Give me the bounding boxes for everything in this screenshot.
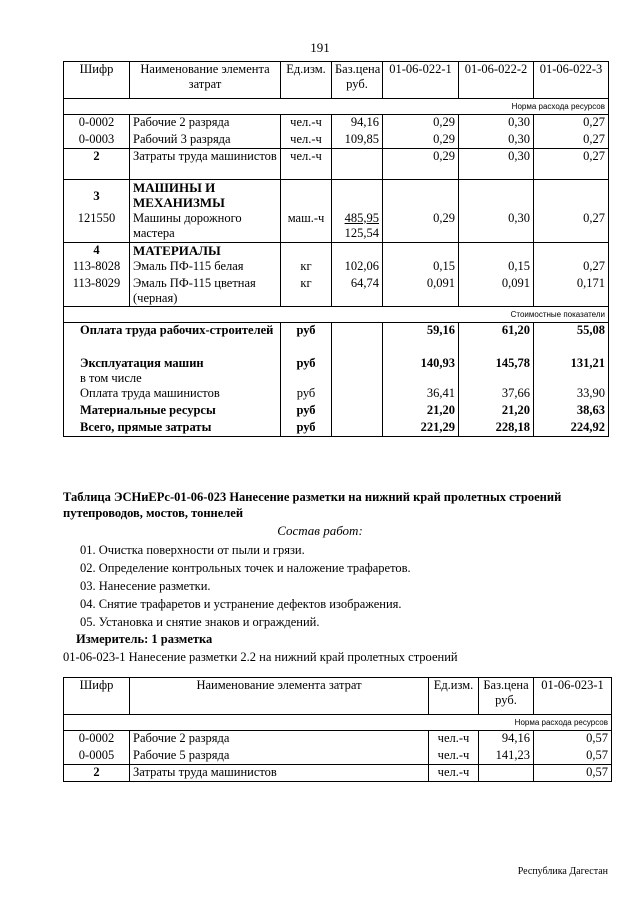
cell-name: Эмаль ПФ-115 цветная (черная): [130, 276, 281, 307]
cell-value: 0,29: [383, 211, 459, 243]
cell-value: 0,091: [383, 276, 459, 307]
summary-value: 145,78: [459, 356, 534, 386]
header-unit: Ед.изм.: [281, 62, 332, 99]
cell-value: 0,29: [383, 132, 459, 149]
cell-code: 2: [64, 149, 130, 180]
cell-value: 0,171: [534, 276, 609, 307]
cell-price: [332, 211, 383, 243]
operation-description: 01-06-023-1 Нанесение разметки 2.2 на нижний край пролетных строений: [63, 650, 458, 664]
summary-label: Оплата труда рабочих-строителей: [64, 323, 281, 356]
stoim-label: Стоимостные показатели: [64, 307, 609, 323]
cell-code: 0-0002: [64, 115, 130, 132]
table-row: [64, 765, 612, 782]
cell-unit: чел.-ч: [281, 115, 332, 132]
page-number: 191: [310, 40, 330, 55]
summary-unit: руб: [281, 420, 332, 437]
work-composition-heading: Состав работ:: [277, 523, 363, 538]
cell-name: Рабочие 2 разряда: [130, 115, 281, 132]
table-row: [64, 259, 609, 276]
cell-price: [332, 149, 383, 180]
cell-code: 113-8029: [64, 276, 130, 307]
summary-label: Оплата труда машинистов: [64, 386, 281, 403]
cell-code: 121550: [64, 211, 130, 243]
summary-value: 21,20: [383, 403, 459, 420]
cell-unit: кг: [281, 259, 332, 276]
cell-value: 0,57: [534, 731, 612, 748]
cell-price: 94,16: [332, 115, 383, 132]
summary-value: 33,90: [534, 386, 609, 403]
cell-price: [479, 765, 534, 782]
summary-value: 59,16: [383, 323, 459, 356]
cell-unit: чел.-ч: [281, 132, 332, 149]
summary-label: Материальные ресурсы: [64, 403, 281, 420]
header-name: Наименование элемента затрат: [130, 62, 281, 99]
cell-code: 0-0005: [64, 748, 130, 765]
cell-code: 2: [64, 765, 130, 782]
list-item: 02. Определение контрольных точек и наложение трафаретов.: [80, 561, 411, 575]
cell-value: 0,15: [459, 259, 534, 276]
summary-value: 140,93: [383, 356, 459, 386]
summary-unit: руб: [281, 323, 332, 356]
table-row-section-materials: [64, 243, 609, 259]
summary-row: [64, 386, 609, 403]
header-unit: Ед.изм.: [429, 678, 479, 715]
summary-unit: руб: [281, 403, 332, 420]
section-heading: МАШИНЫ И МЕХАНИЗМЫ: [130, 180, 281, 211]
norma-label: Норма расхода ресурсов: [64, 715, 612, 731]
table-row: [64, 748, 612, 765]
cell-name: Машины дорожного мастера: [130, 211, 281, 243]
cell-code: 0-0002: [64, 731, 130, 748]
summary-value: 221,29: [383, 420, 459, 437]
table-row: [64, 211, 609, 243]
cell-name: Рабочий 3 разряда: [130, 132, 281, 149]
header-shifr: Шифр: [64, 678, 130, 715]
summary-unit: руб: [281, 356, 332, 386]
table-row-section-machines: [64, 180, 609, 211]
cell-unit: чел.-ч: [429, 731, 479, 748]
cell-value: 0,30: [459, 149, 534, 180]
summary-label-text: Эксплуатация машин: [80, 355, 204, 370]
list-item: 04. Снятие трафаретов и устранение дефектов изображения.: [80, 597, 402, 611]
list-item: 01. Очистка поверхности от пыли и грязи.: [80, 543, 305, 557]
summary-value: 21,20: [459, 403, 534, 420]
list-item: 03. Нанесение разметки.: [80, 579, 211, 593]
table-title: Таблица ЭСНиЕРс-01-06-023 Нанесение разметки на нижний край пролетных строений путепроводов, мостов, тоннелей: [63, 490, 562, 520]
cell-price: 64,74: [332, 276, 383, 307]
cell-value: 0,27: [534, 115, 609, 132]
summary-value: 131,21: [534, 356, 609, 386]
header-code-1: 01-06-023-1: [534, 678, 612, 715]
price-value-secondary: 125,54: [344, 225, 379, 240]
cell-value: 0,30: [459, 115, 534, 132]
cell-unit: маш.-ч: [281, 211, 332, 243]
summary-value: 36,41: [383, 386, 459, 403]
cell-value: 0,57: [534, 765, 612, 782]
section-heading: МАТЕРИАЛЫ: [130, 243, 281, 259]
header-code-3: 01-06-022-3: [534, 62, 609, 99]
header-base-price: Баз.цена руб.: [332, 62, 383, 99]
cell-value: 0,27: [534, 211, 609, 243]
summary-row: [64, 403, 609, 420]
table-header: [64, 62, 609, 99]
header-base-price: Баз.цена руб.: [479, 678, 534, 715]
table-row: [64, 276, 609, 307]
cell-value: 0,30: [459, 211, 534, 243]
summary-unit: руб: [281, 386, 332, 403]
summary-value: 61,20: [459, 323, 534, 356]
cell-name: Эмаль ПФ-115 белая: [130, 259, 281, 276]
cell-unit: чел.-ч: [429, 765, 479, 782]
cell-value: 0,091: [459, 276, 534, 307]
list-item: 05. Установка и снятие знаков и ограждений.: [80, 615, 320, 629]
summary-row: [64, 356, 609, 386]
resource-table-01-06-023: [63, 677, 612, 782]
cell-value: 0,29: [383, 115, 459, 132]
cell-name: Рабочие 2 разряда: [130, 731, 429, 748]
cell-code: 113-8028: [64, 259, 130, 276]
summary-value: 224,92: [534, 420, 609, 437]
work-operations-list: [80, 541, 411, 631]
measure-unit: Измеритель: 1 разметка: [76, 632, 213, 646]
cell-value: 0,27: [534, 149, 609, 180]
table-row: [64, 132, 609, 149]
cell-code: 4: [64, 243, 130, 259]
table-header: [64, 678, 612, 715]
summary-label: Всего, прямые затраты: [64, 420, 281, 437]
summary-value: 38,63: [534, 403, 609, 420]
cell-unit: кг: [281, 276, 332, 307]
cell-value: 0,27: [534, 259, 609, 276]
cell-name: Рабочие 5 разряда: [130, 748, 429, 765]
cell-value: 0,15: [383, 259, 459, 276]
cell-value: 0,27: [534, 132, 609, 149]
summary-value: 55,08: [534, 323, 609, 356]
cell-price: 94,16: [479, 731, 534, 748]
header-code-1: 01-06-022-1: [383, 62, 459, 99]
cell-price: 109,85: [332, 132, 383, 149]
norma-label: Норма расхода ресурсов: [64, 99, 609, 115]
table-row: [64, 731, 612, 748]
summary-label: [64, 356, 281, 386]
summary-value: 37,66: [459, 386, 534, 403]
summary-row: [64, 323, 609, 356]
header-name: Наименование элемента затрат: [130, 678, 429, 715]
cell-name: Затраты труда машинистов: [130, 149, 281, 180]
cell-unit: чел.-ч: [281, 149, 332, 180]
cell-price: 141,23: [479, 748, 534, 765]
price-value: 485,95: [344, 210, 379, 225]
table-row: [64, 149, 609, 180]
summary-sublabel: в том числе: [80, 370, 142, 385]
header-shifr: Шифр: [64, 62, 130, 99]
cell-code: 0-0003: [64, 132, 130, 149]
cell-value: 0,29: [383, 149, 459, 180]
resource-table-01-06-022: [63, 61, 609, 437]
cell-unit: чел.-ч: [429, 748, 479, 765]
header-code-2: 01-06-022-2: [459, 62, 534, 99]
cell-value: 0,57: [534, 748, 612, 765]
cell-value: 0,30: [459, 132, 534, 149]
table-row: [64, 115, 609, 132]
cell-code: 3: [64, 180, 130, 211]
cell-price: 102,06: [332, 259, 383, 276]
summary-value: 228,18: [459, 420, 534, 437]
cell-name: Затраты труда машинистов: [130, 765, 429, 782]
summary-row-total: [64, 420, 609, 437]
footer-region: Республика Дагестан: [517, 866, 608, 877]
